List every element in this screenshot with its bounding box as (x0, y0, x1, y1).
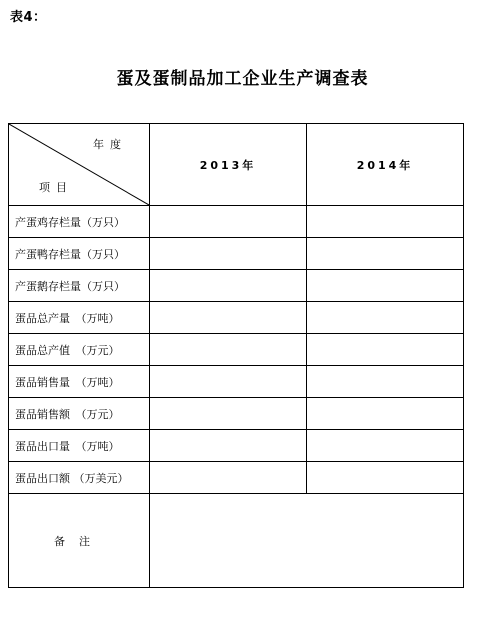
table-row (9, 462, 464, 494)
year-header-2013: 2013年 (150, 124, 307, 206)
value-cell-2014[interactable] (307, 462, 464, 494)
diagonal-header-cell (9, 124, 150, 206)
table-row (9, 334, 464, 366)
value-cell-2014[interactable] (307, 398, 464, 430)
value-cell-2013[interactable] (150, 366, 307, 398)
table-row (9, 366, 464, 398)
value-cell-2013[interactable] (150, 430, 307, 462)
remarks-cell[interactable] (150, 494, 464, 588)
value-cell-2013[interactable] (150, 206, 307, 238)
value-cell-2014[interactable] (307, 270, 464, 302)
value-cell-2013[interactable] (150, 270, 307, 302)
row-label: 蛋品销售量 （万吨） (9, 366, 150, 398)
value-cell-2014[interactable] (307, 334, 464, 366)
row-label: 蛋品销售额 （万元） (9, 398, 150, 430)
diagonal-divider-line (9, 124, 149, 205)
remarks-label: 备注 (9, 494, 150, 588)
row-label: 产蛋鸭存栏量（万只） (9, 238, 150, 270)
value-cell-2014[interactable] (307, 430, 464, 462)
item-axis-label: 项目 (39, 181, 73, 194)
header-row (9, 124, 464, 206)
value-cell-2014[interactable] (307, 206, 464, 238)
remarks-row (9, 494, 464, 588)
value-cell-2014[interactable] (307, 238, 464, 270)
value-cell-2013[interactable] (150, 398, 307, 430)
table-row (9, 302, 464, 334)
row-label: 蛋品出口量 （万吨） (9, 430, 150, 462)
value-cell-2013[interactable] (150, 238, 307, 270)
row-label: 蛋品总产量 （万吨） (9, 302, 150, 334)
table-number: 表4： (10, 10, 47, 25)
table-row (9, 238, 464, 270)
value-cell-2014[interactable] (307, 366, 464, 398)
survey-table (8, 123, 464, 588)
row-label: 蛋品出口额 （万美元） (9, 462, 150, 494)
row-label: 产蛋鹅存栏量（万只） (9, 270, 150, 302)
value-cell-2014[interactable] (307, 302, 464, 334)
value-cell-2013[interactable] (150, 302, 307, 334)
value-cell-2013[interactable] (150, 462, 307, 494)
table-row (9, 206, 464, 238)
value-cell-2013[interactable] (150, 334, 307, 366)
table-row (9, 430, 464, 462)
row-label: 蛋品总产值 （万元） (9, 334, 150, 366)
year-axis-label: 年度 (93, 138, 127, 151)
document-title: 蛋及蛋制品加工企业生产调查表 (116, 69, 369, 89)
row-label: 产蛋鸡存栏量（万只） (9, 206, 150, 238)
table-row (9, 398, 464, 430)
year-header-2014: 2014年 (307, 124, 464, 206)
table-row (9, 270, 464, 302)
